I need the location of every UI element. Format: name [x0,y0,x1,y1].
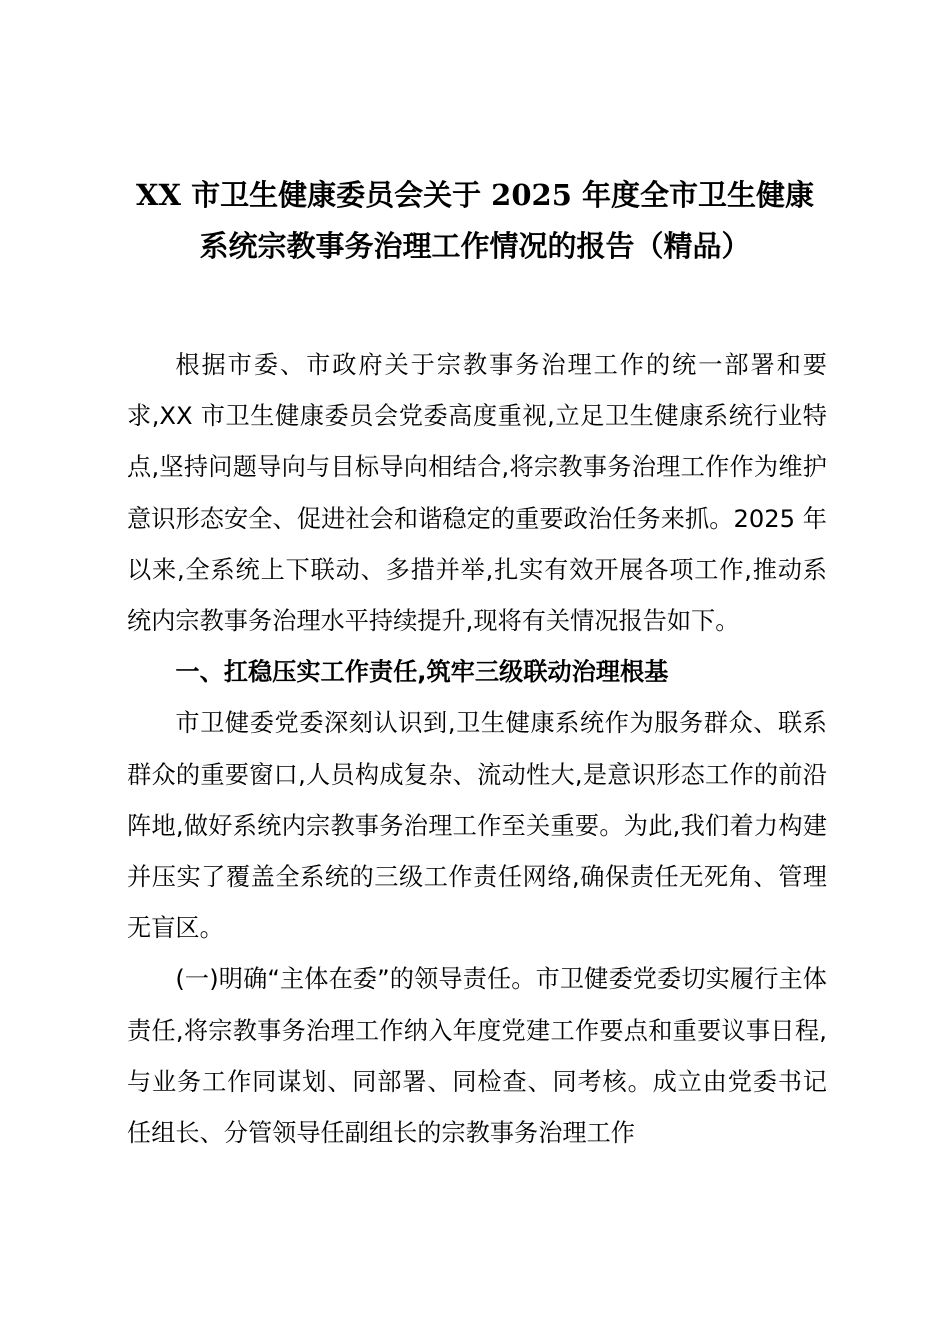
document-title-line-1: XX 市卫生健康委员会关于 2025 年度全市卫生健康 [135,178,814,212]
document-title-line-2: 系统宗教事务治理工作情况的报告（精品） [199,229,751,263]
document-body [127,340,827,1159]
subsection-1-paragraph: (一)明确“主体在委”的领导责任。市卫健委党委切实履行主体责任,将宗教事务治理工作纳入年度党建工作要点和重要议事日程,与业务工作同谋划、同部署、同检查、同考核。成立由党委书记任组长、分管领导任副组长的宗教事务治理工作 [127,965,827,1148]
section-1-paragraph: 市卫健委党委深刻认识到,卫生健康系统作为服务群众、联系群众的重要窗口,人员构成复杂、流动性大,是意识形态工作的前沿阵地,做好系统内宗教事务治理工作至关重要。为此,我们着力构建并压实了覆盖全系统的三级工作责任网络,确保责任无死角、管理无盲区。 [127,709,827,943]
section-heading-1: 一、扛稳压实工作责任,筑牢三级联动治理根基 [175,658,669,687]
intro-paragraph: 根据市委、市政府关于宗教事务治理工作的统一部署和要求,XX 市卫生健康委员会党委高度重视,立足卫生健康系统行业特点,坚持问题导向与目标导向相结合,将宗教事务治理工作作为维护意识形态安全、促进社会和谐稳定的重要政治任务来抓。2025 年以来,全系统上下联动、多措并举,扎实有效开展各项工作,推动系统内宗教事务治理水平持续提升,现将有关情况报告如下。 [127,351,827,636]
